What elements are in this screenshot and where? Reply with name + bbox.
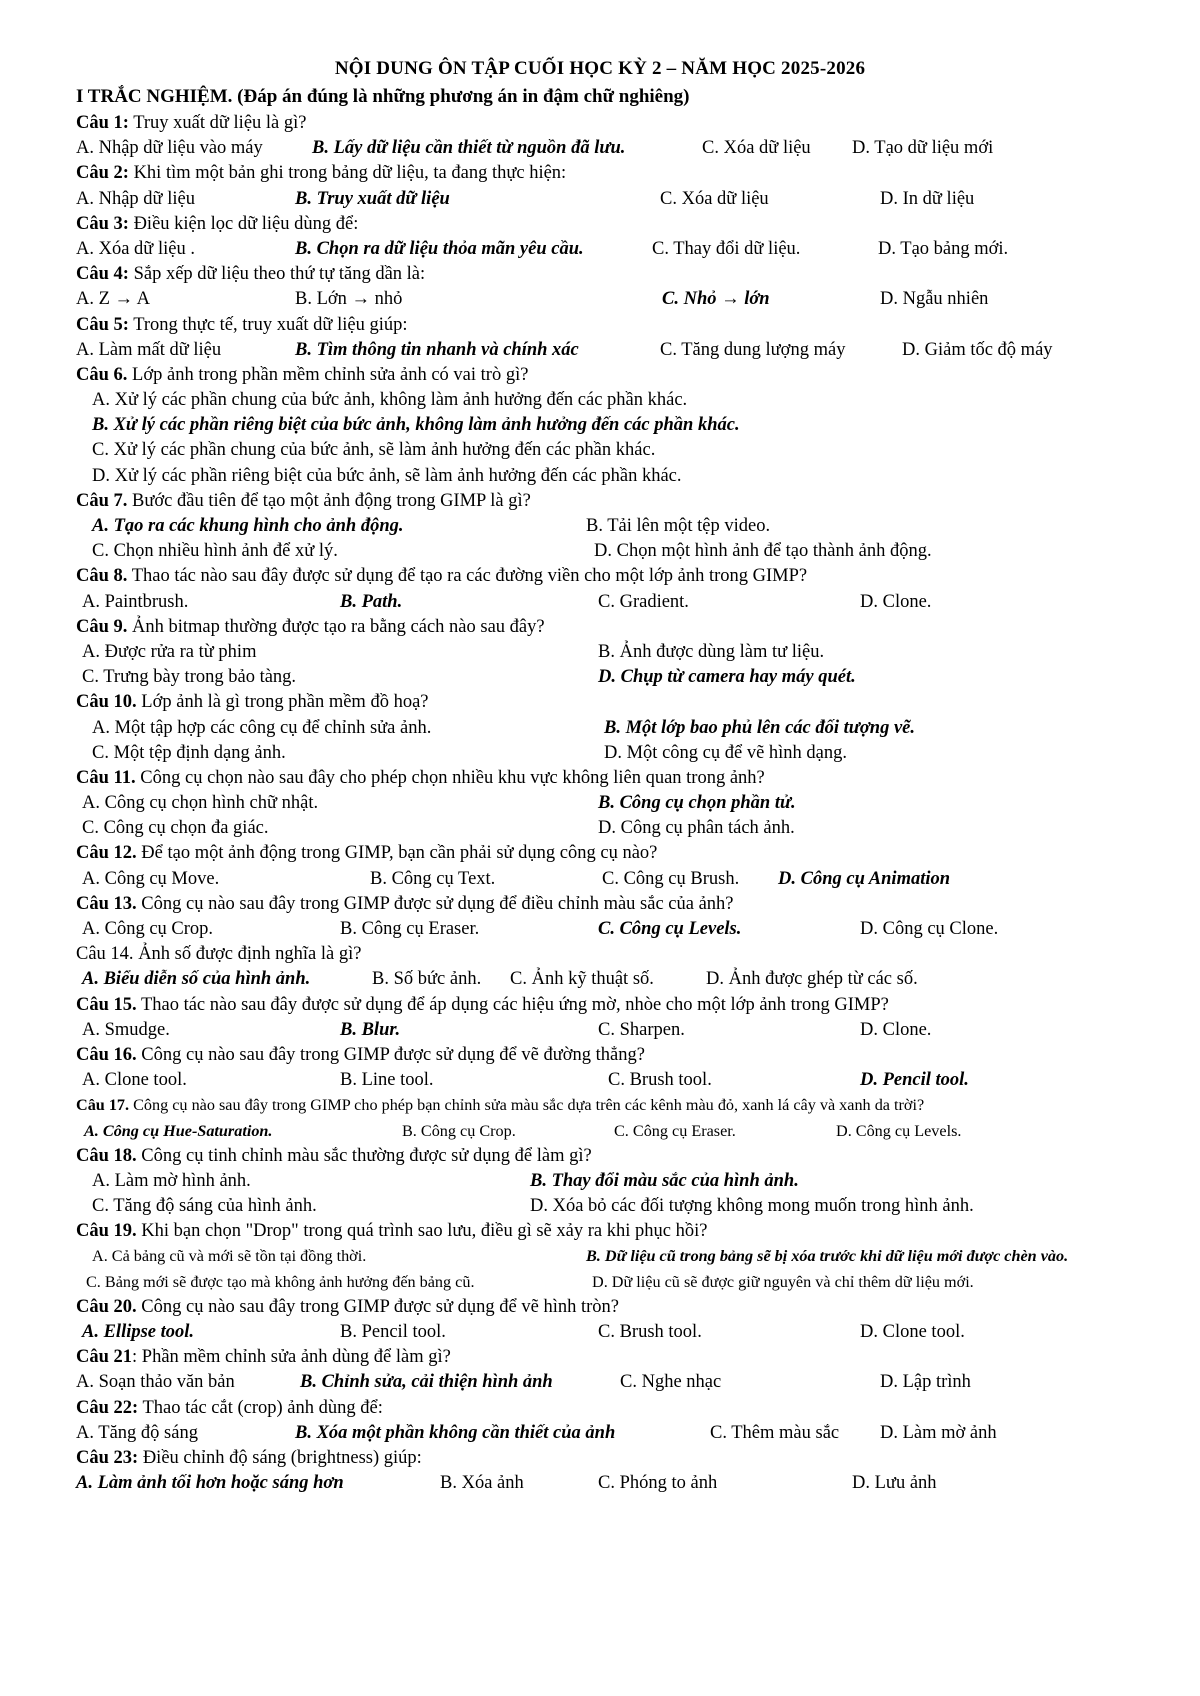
question-label: Câu 22:: [76, 1397, 139, 1418]
answer-option-b-correct: B. Một lớp bao phủ lên các đối tượng vẽ.: [604, 717, 916, 738]
answer-option-d: D. In dữ liệu: [880, 188, 975, 209]
answer-option-c: C. Thay đổi dữ liệu.: [652, 238, 801, 259]
question-18: [0, 1144, 1200, 1220]
question-5: [0, 313, 1200, 363]
answer-option-b: B. Tải lên một tệp video.: [586, 516, 771, 536]
answer-option-c: C. Xử lý các phần chung của bức ảnh, sẽ làm ảnh hưởng đến các phần khác.: [92, 440, 656, 461]
question-text: Khi bạn chọn "Drop" trong quá trình sao lưu, điều gì sẽ xảy ra khi phục hồi?: [136, 1221, 708, 1242]
question-20: [0, 1295, 1200, 1345]
answer-option-a-correct: A. Làm ảnh tối hơn hoặc sáng hơn: [76, 1473, 344, 1494]
answer-option-a: A. Paintbrush.: [82, 591, 189, 612]
answer-option-b: B. Ảnh được dùng làm tư liệu.: [598, 641, 825, 662]
answer-option-c: C. Trưng bày trong bảo tàng.: [82, 667, 297, 688]
answer-option-c-correct: C. Nhỏ → lớn: [662, 289, 770, 310]
question-stem: [0, 111, 1200, 136]
answer-option-d: D. Clone.: [860, 591, 932, 612]
answer-option-c: C. Công cụ chọn đa giác.: [82, 818, 269, 839]
answer-option-b: B. Line tool.: [340, 1070, 434, 1091]
answer-option-b-correct: B. Xử lý các phần riêng biệt của bức ảnh, không làm ảnh hưởng đến các phần khác.: [92, 415, 740, 436]
answer-option-a: A. Tăng độ sáng: [76, 1422, 198, 1443]
answer-option-b-correct: B. Lấy dữ liệu cần thiết từ nguồn đã lưu.: [312, 138, 626, 159]
options-row: [0, 1119, 1200, 1144]
answer-option-d-correct: D. Chụp từ camera hay máy quét.: [598, 667, 856, 688]
question-stem: [0, 1043, 1200, 1068]
question-label: Câu 18.: [76, 1145, 137, 1166]
question-label: Câu 11.: [76, 767, 136, 788]
answer-option-b: B. Công cụ Eraser.: [340, 919, 480, 939]
options-row: [0, 136, 1200, 161]
options-row: [0, 1194, 1200, 1219]
answer-option-c: C. Brush tool.: [608, 1070, 712, 1091]
question-list: [0, 111, 1200, 1496]
options-row: [0, 338, 1200, 363]
question-21: [0, 1345, 1200, 1395]
answer-option-a: A. Cả bảng cũ và mới sẽ tồn tại đồng thời.: [92, 1247, 367, 1266]
answer-option-a: A. Công cụ chọn hình chữ nhật.: [82, 793, 319, 814]
question-stem: [0, 690, 1200, 715]
question-text: Thao tác nào sau đây được sử dụng để tạo ra các đường viền cho một lớp ảnh trong GIMP?: [127, 566, 808, 587]
question-label: Câu 9.: [76, 616, 128, 637]
answer-option-d: D. Làm mờ ảnh: [880, 1422, 997, 1443]
question-9: [0, 615, 1200, 691]
question-stem: [0, 1093, 1200, 1118]
question-text: Công cụ nào sau đây trong GIMP cho phép bạn chỉnh sửa màu sắc dựa trên các kênh màu đỏ, xanh lá cây và xanh da trời?: [129, 1096, 925, 1115]
question-text: Lớp ảnh trong phần mềm chỉnh sửa ảnh có vai trò gì?: [127, 364, 529, 385]
options-row: [0, 741, 1200, 766]
answer-option-b: B. Pencil tool.: [340, 1322, 446, 1342]
question-text: Trong thực tế, truy xuất dữ liệu giúp:: [128, 314, 408, 335]
answer-option-a: A. Xử lý các phần chung của bức ảnh, không làm ảnh hưởng đến các phần khác.: [92, 390, 688, 411]
question-stem: [0, 1219, 1200, 1244]
question-text: Điều kiện lọc dữ liệu dùng để:: [128, 213, 359, 234]
question-12: [0, 841, 1200, 891]
options-row: [0, 917, 1200, 942]
answer-option-b: B. Công cụ Crop.: [402, 1121, 516, 1140]
answer-option-c: C. Gradient.: [598, 591, 689, 612]
answer-option-c: C. Công cụ Eraser.: [614, 1121, 736, 1140]
answer-option-d: D. Ảnh được ghép từ các số.: [706, 969, 918, 990]
question-11: [0, 766, 1200, 842]
question-16: [0, 1043, 1200, 1093]
answer-option-c: C. Nghe nhạc: [620, 1372, 722, 1393]
question-text: Để tạo một ảnh động trong GIMP, bạn cần phải sử dụng công cụ nào?: [136, 843, 658, 864]
question-stem: [0, 1144, 1200, 1169]
answer-option-d: D. Dữ liệu cũ sẽ được giữ nguyên và chỉ thêm dữ liệu mới.: [592, 1272, 974, 1291]
question-label: Câu 6.: [76, 364, 128, 385]
options-row: [0, 1244, 1200, 1269]
answer-option-d-correct: D. Pencil tool.: [860, 1070, 969, 1091]
answer-option-b-correct: B. Chỉnh sửa, cải thiện hình ảnh: [300, 1372, 553, 1393]
options-row: [0, 816, 1200, 841]
question-stem: [0, 564, 1200, 589]
answer-option-d: D. Xử lý các phần riêng biệt của bức ảnh, sẽ làm ảnh hưởng đến các phần khác.: [92, 465, 682, 486]
answer-option-b-correct: B. Dữ liệu cũ trong bảng sẽ bị xóa trước khi dữ liệu mới được chèn vào.: [586, 1247, 1069, 1266]
answer-option-b-correct: B. Truy xuất dữ liệu: [295, 188, 450, 209]
answer-option-a: A. Công cụ Move.: [82, 868, 220, 889]
answer-option-c: C. Brush tool.: [598, 1322, 702, 1342]
question-text: Công cụ nào sau đây trong GIMP được sử dụng để vẽ đường thẳng?: [136, 1044, 645, 1065]
answer-option-c: C. Ảnh kỹ thuật số.: [510, 969, 654, 990]
question-label: Câu 14.: [76, 944, 134, 965]
question-label: Câu 13.: [76, 893, 137, 914]
options-row: [0, 1018, 1200, 1043]
answer-option-c: C. Tăng độ sáng của hình ảnh.: [92, 1196, 317, 1217]
question-label: Câu 8.: [76, 566, 128, 587]
question-stem: [0, 363, 1200, 388]
answer-option-a-correct: A. Tạo ra các khung hình cho ảnh động.: [92, 516, 404, 536]
question-stem: [0, 841, 1200, 866]
question-1: [0, 111, 1200, 161]
answer-option-b: B. Lớn → nhỏ: [295, 289, 403, 310]
question-15: [0, 993, 1200, 1043]
answer-option-a: A. Công cụ Crop.: [82, 919, 214, 939]
question-text: Công cụ tinh chỉnh màu sắc thường được sử dụng để làm gì?: [136, 1145, 592, 1166]
answer-option-b-correct: B. Blur.: [340, 1019, 401, 1040]
answer-option-d: D. Xóa bỏ các đối tượng không mong muốn trong hình ảnh.: [530, 1196, 974, 1217]
answer-option-d: D. Clone.: [860, 1019, 932, 1040]
options-row: [0, 1471, 1200, 1496]
question-14: [0, 942, 1200, 992]
question-text: Truy xuất dữ liệu là gì?: [128, 113, 307, 133]
answer-option-c: C. Chọn nhiều hình ảnh để xử lý.: [92, 541, 338, 562]
answer-option-d: D. Tạo bảng mới.: [878, 238, 1009, 259]
question-13: [0, 892, 1200, 942]
question-stem: [0, 615, 1200, 640]
question-stem: [0, 1295, 1200, 1320]
question-label: Câu 23:: [76, 1447, 139, 1468]
options-row: [0, 867, 1200, 892]
answer-option-d: D. Một công cụ để vẽ hình dạng.: [604, 742, 848, 763]
answer-option-a: A. Smudge.: [82, 1019, 170, 1040]
question-stem: [0, 262, 1200, 287]
question-stem: [0, 766, 1200, 791]
answer-option-b-correct: B. Chọn ra dữ liệu thỏa mãn yêu cầu.: [295, 238, 584, 259]
answer-option-c: C. Phóng to ảnh: [598, 1473, 718, 1494]
answer-option-d-correct: D. Công cụ Animation: [778, 868, 951, 889]
answer-option-c: C. Công cụ Brush.: [602, 868, 740, 889]
question-stem: [0, 892, 1200, 917]
question-stem: [0, 489, 1200, 514]
question-text: Bước đầu tiên để tạo một ảnh động trong GIMP là gì?: [127, 490, 531, 511]
question-text: Công cụ chọn nào sau đây cho phép chọn nhiều khu vực không liên quan trong ảnh?: [135, 767, 765, 788]
options-row: [0, 1370, 1200, 1395]
answer-option-b-correct: B. Tìm thông tin nhanh và chính xác: [295, 339, 579, 360]
question-stem: [0, 212, 1200, 237]
answer-option-a: A. Z → A: [76, 289, 150, 310]
answer-option-b: B. Số bức ảnh.: [372, 969, 482, 990]
answer-option-b-correct: B. Công cụ chọn phần tử.: [598, 793, 796, 814]
answer-option-a-correct: A. Công cụ Hue-Saturation.: [84, 1121, 273, 1140]
question-label: Câu 5:: [76, 314, 129, 335]
options-row: [0, 413, 1200, 438]
options-row: [0, 791, 1200, 816]
question-4: [0, 262, 1200, 312]
question-stem: [0, 993, 1200, 1018]
answer-option-d: D. Lập trình: [880, 1372, 971, 1393]
answer-option-a: A. Nhập dữ liệu: [76, 188, 195, 209]
answer-option-d: D. Công cụ Levels.: [836, 1121, 962, 1140]
question-stem: [0, 942, 1200, 967]
question-label: Câu 10.: [76, 692, 137, 713]
question-22: [0, 1396, 1200, 1446]
question-7: [0, 489, 1200, 565]
question-3: [0, 212, 1200, 262]
answer-option-d: D. Công cụ Clone.: [860, 919, 999, 939]
options-row: [0, 1169, 1200, 1194]
question-8: [0, 564, 1200, 614]
options-row: [0, 438, 1200, 463]
answer-option-a: A. Soạn thảo văn bản: [76, 1372, 235, 1393]
answer-option-c-correct: C. Công cụ Levels.: [598, 919, 742, 939]
answer-option-a: A. Một tập hợp các công cụ để chỉnh sửa ảnh.: [92, 717, 432, 738]
section-heading: I TRẮC NGHIỆM. (Đáp án đúng là những phương án in đậm chữ nghiêng): [76, 86, 690, 107]
answer-option-a: A. Làm mất dữ liệu: [76, 339, 222, 360]
answer-option-d: D. Lưu ảnh: [852, 1473, 937, 1494]
options-row: [0, 1068, 1200, 1093]
answer-option-a: A. Được rửa ra từ phim: [82, 641, 257, 662]
options-row: [0, 716, 1200, 741]
question-label: Câu 15.: [76, 994, 137, 1015]
question-label: Câu 16.: [76, 1044, 137, 1065]
question-label: Câu 21: [76, 1347, 133, 1368]
question-label: Câu 12.: [76, 843, 137, 864]
answer-option-b: B. Công cụ Text.: [370, 868, 496, 889]
question-text: Sắp xếp dữ liệu theo thứ tự tăng dần là:: [128, 264, 426, 285]
document-title: NỘI DUNG ÔN TẬP CUỐI HỌC KỲ 2 – NĂM HỌC 2025-2026: [334, 58, 866, 79]
answer-option-c: C. Tăng dung lượng máy: [660, 339, 846, 360]
question-text: Lớp ảnh là gì trong phần mềm đồ hoạ?: [136, 692, 429, 713]
question-17: [0, 1093, 1200, 1143]
answer-option-c: C. Xóa dữ liệu: [702, 138, 811, 159]
answer-option-a: A. Xóa dữ liệu .: [76, 238, 195, 259]
question-stem: [0, 1345, 1200, 1370]
question-text: Thao tác cắt (crop) ảnh dùng để:: [138, 1397, 383, 1418]
question-text: Điều chỉnh độ sáng (brightness) giúp:: [138, 1447, 422, 1468]
question-10: [0, 690, 1200, 766]
question-label: Câu 1:: [76, 113, 129, 133]
question-stem: [0, 1396, 1200, 1421]
question-label: Câu 7.: [76, 490, 128, 511]
answer-option-b-correct: B. Path.: [340, 591, 403, 612]
options-row: [0, 665, 1200, 690]
question-2: [0, 161, 1200, 211]
answer-option-c: C. Thêm màu sắc: [710, 1422, 840, 1443]
question-text: : Phần mềm chỉnh sửa ảnh dùng để làm gì?: [132, 1347, 451, 1368]
answer-option-d: D. Giảm tốc độ máy: [902, 339, 1053, 360]
answer-option-d: D. Tạo dữ liệu mới: [852, 138, 994, 159]
answer-option-c: C. Một tệp định dạng ảnh.: [92, 742, 286, 763]
question-text: Ảnh số được định nghĩa là gì?: [133, 944, 362, 965]
answer-option-d: D. Công cụ phân tách ảnh.: [598, 818, 795, 839]
question-label: Câu 20.: [76, 1296, 137, 1317]
answer-option-a: A. Clone tool.: [82, 1070, 187, 1091]
options-row: [0, 1320, 1200, 1345]
question-label: Câu 4:: [76, 264, 129, 285]
options-row: [0, 464, 1200, 489]
answer-option-c: C. Bảng mới sẽ được tạo mà không ảnh hưởng đến bảng cũ.: [86, 1272, 475, 1291]
options-row: [0, 237, 1200, 262]
question-label: Câu 3:: [76, 213, 129, 234]
answer-option-d: D. Chọn một hình ảnh để tạo thành ảnh động.: [594, 541, 932, 562]
question-stem: [0, 161, 1200, 186]
question-text: Khi tìm một bản ghi trong bảng dữ liệu, ta đang thực hiện:: [128, 163, 567, 184]
answer-option-a: A. Nhập dữ liệu vào máy: [76, 138, 263, 159]
answer-option-b-correct: B. Thay đổi màu sắc của hình ảnh.: [530, 1170, 799, 1191]
question-text: Công cụ nào sau đây trong GIMP được sử dụng để điều chỉnh màu sắc của ảnh?: [136, 893, 734, 914]
options-row: [0, 967, 1200, 992]
options-row: [0, 539, 1200, 564]
question-label: Câu 19.: [76, 1221, 137, 1242]
question-text: Công cụ nào sau đây trong GIMP được sử dụng để vẽ hình tròn?: [136, 1296, 619, 1317]
question-label: Câu 2:: [76, 163, 129, 184]
question-text: Thao tác nào sau đây được sử dụng để áp dụng các hiệu ứng mờ, nhòe cho một lớp ảnh trong GIMP?: [136, 994, 889, 1015]
question-text: Ảnh bitmap thường được tạo ra bằng cách nào sau đây?: [127, 616, 545, 637]
answer-option-b-correct: B. Xóa một phần không cần thiết của ảnh: [295, 1422, 616, 1443]
answer-option-a: A. Làm mờ hình ảnh.: [92, 1170, 251, 1191]
answer-option-d: D. Clone tool.: [860, 1322, 965, 1342]
options-row: [0, 388, 1200, 413]
answer-option-a-correct: A. Biểu diễn số của hình ảnh.: [82, 969, 311, 990]
answer-option-d: D. Ngẫu nhiên: [880, 289, 989, 310]
answer-option-c: C. Xóa dữ liệu: [660, 188, 769, 209]
question-19: [0, 1219, 1200, 1295]
question-6: [0, 363, 1200, 489]
question-stem: [0, 313, 1200, 338]
question-23: [0, 1446, 1200, 1496]
answer-option-b: B. Xóa ảnh: [440, 1473, 524, 1494]
options-row: [0, 287, 1200, 312]
answer-option-c: C. Sharpen.: [598, 1019, 685, 1040]
question-stem: [0, 1446, 1200, 1471]
options-row: [0, 187, 1200, 212]
options-row: [0, 640, 1200, 665]
options-row: [0, 590, 1200, 615]
question-label: Câu 17.: [76, 1096, 130, 1115]
options-row: [0, 1270, 1200, 1295]
answer-option-a-correct: A. Ellipse tool.: [82, 1322, 195, 1342]
options-row: [0, 514, 1200, 539]
options-row: [0, 1421, 1200, 1446]
